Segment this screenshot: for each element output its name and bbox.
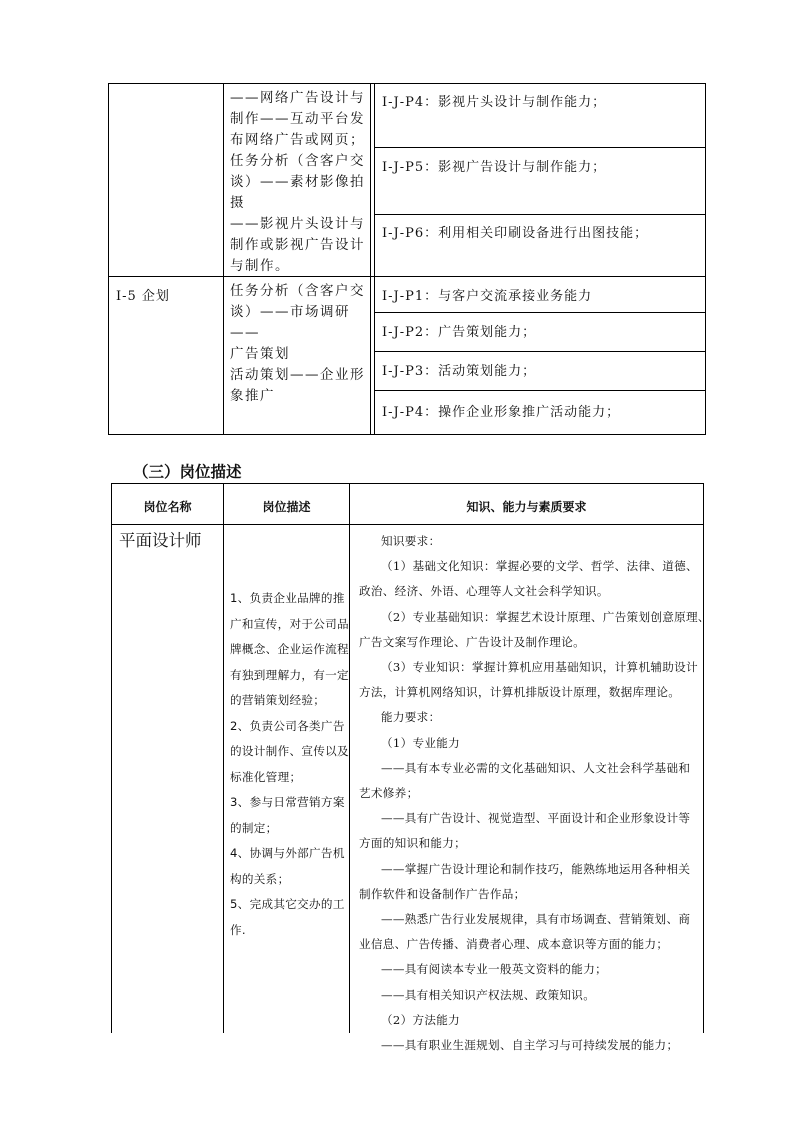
requirement-line: 广告文案写作理论、广告设计及制作理论。 [359, 634, 585, 649]
task-line: ——影视片头设计与 [230, 216, 365, 232]
task-line: 广告策划 [230, 346, 290, 362]
header-requirements: 知识、能力与素质要求 [466, 500, 587, 514]
table1-border [108, 83, 706, 84]
description-line: 5、完成其它交办的工 [230, 897, 345, 911]
table1-border [108, 434, 706, 435]
description-line: 牌概念、企业运作流程 [230, 642, 349, 656]
description-line: 标准化管理； [230, 769, 302, 784]
task-line: ——网络广告设计与 [230, 90, 365, 106]
header-position-description: 岗位描述 [262, 500, 311, 514]
table2-border [703, 483, 704, 1033]
table1-border [374, 390, 706, 391]
description-line: 4、协调与外部广告机 [230, 846, 345, 860]
table1-border [374, 83, 375, 435]
ability-cell: I-J-P3：活动策划能力； [382, 364, 537, 379]
table2-border [111, 524, 704, 525]
table1-border [374, 147, 706, 148]
requirement-line: 政治、经济、外语、心理等人文社会科学知识。 [359, 584, 609, 599]
description-line: 的设计制作、宣传以及 [230, 744, 349, 758]
table1-border [370, 83, 371, 435]
table1-border [108, 83, 109, 435]
task-line: 与制作。 [230, 258, 290, 274]
requirement-line: 方面的知识和能力； [359, 836, 467, 851]
description-line: 1、负责企业品牌的推 [230, 591, 345, 605]
table1-border [705, 83, 706, 435]
position-name: 平面设计师 [119, 531, 202, 550]
requirement-line: 方法，计算机网络知识，计算机排版设计原理，数据库理论。 [359, 685, 681, 700]
requirement-line: ——具有本专业必需的文化基础知识、人文社会科学基础和 [381, 760, 691, 775]
task-line: 谈）——素材影像拍摄 [230, 174, 365, 211]
ability-cell: I-J-P5：影视广告设计与制作能力； [382, 160, 607, 175]
table2-border [223, 483, 224, 1033]
role-name-cell: I-5 企划 [116, 289, 170, 304]
requirement-line: ——掌握广告设计理论和制作技巧，能熟练地运用各种相关 [381, 861, 691, 876]
ability-cell: I-J-P2：广告策划能力； [382, 325, 537, 340]
header-position-name: 岗位名称 [143, 500, 192, 514]
task-line: 布网络广告或网页； [230, 132, 365, 148]
requirement-line: （2）专业基础知识：掌握艺术设计原理、广告策划创意原理、 [381, 609, 710, 624]
description-line: 的制定； [230, 820, 278, 835]
requirement-line: 艺术修养； [359, 786, 419, 801]
section-title: （三）岗位描述 [133, 463, 242, 481]
task-line: 任务分析（含客户交 [230, 283, 365, 299]
requirement-line: （3）专业知识：掌握计算机应用基础知识，计算机辅助设计 [381, 660, 698, 675]
requirement-line: ——具有阅读本专业一般英文资料的能力； [381, 962, 607, 977]
description-line: 广和宣传，对于公司品 [230, 616, 349, 631]
requirement-line: ——具有相关知识产权法规、政策知识。 [381, 987, 596, 1002]
requirement-line: （2）方法能力 [381, 1012, 461, 1027]
task-line: 象推广 [230, 388, 275, 404]
task-line: 制作或影视广告设计 [230, 237, 365, 253]
task-line: 制作——互动平台发 [230, 111, 365, 127]
description-line: 有独到理解力，有一定 [230, 667, 349, 682]
table2-border [111, 483, 704, 484]
ability-cell: I-J-P4：操作企业形象推广活动能力； [382, 405, 621, 420]
requirement-line: ——具有职业生涯规划、自主学习与可持续发展的能力； [381, 1038, 679, 1053]
table2-border [349, 483, 350, 1033]
description-line: 构的关系； [230, 871, 290, 886]
ability-cell: I-J-P6：利用相关印刷设备进行出图技能； [382, 226, 649, 241]
requirements-text [359, 529, 710, 1058]
description-line: 的营销策划经验； [230, 693, 326, 707]
requirement-line: 业信息、广告传播、消费者心理、成本意识等方面的能力； [359, 937, 669, 952]
ability-cell: I-J-P4：影视片头设计与制作能力； [382, 95, 607, 110]
table1-border [108, 276, 706, 277]
task-line: 任务分析（含客户交 [230, 153, 365, 169]
requirement-line: （1）专业能力 [381, 735, 461, 750]
description-line: 3、参与日常营销方案 [230, 795, 345, 809]
requirement-line: ——具有广告设计、视觉造型、平面设计和企业形象设计等 [381, 811, 691, 826]
row-b-task-cell [230, 281, 368, 407]
task-line: 谈）——市场调研—— [230, 304, 350, 341]
requirement-line: ——熟悉广告行业发展规律，具有市场调查、营销策划、商 [381, 912, 691, 927]
task-line: 活动策划——企业形 [230, 367, 365, 383]
description-line: 作. [230, 922, 246, 937]
requirement-line: （1）基础文化知识：掌握必要的文学、哲学、法律、道德、 [381, 559, 698, 574]
table1-border [374, 214, 706, 215]
requirement-line: 制作软件和设备制作广告作品； [359, 886, 526, 901]
requirement-line: 知识要求： [381, 534, 441, 548]
requirement-line: 能力要求： [381, 710, 441, 725]
ability-cell: I-J-P1：与客户交流承接业务能力 [382, 289, 593, 304]
row-a-task-cell [230, 88, 368, 277]
table1-border [223, 83, 224, 435]
table1-border [374, 351, 706, 352]
position-description [230, 586, 348, 943]
table2-border [111, 483, 112, 1033]
description-line: 2、负责公司各类广告 [230, 718, 345, 733]
table1-border [374, 312, 706, 313]
